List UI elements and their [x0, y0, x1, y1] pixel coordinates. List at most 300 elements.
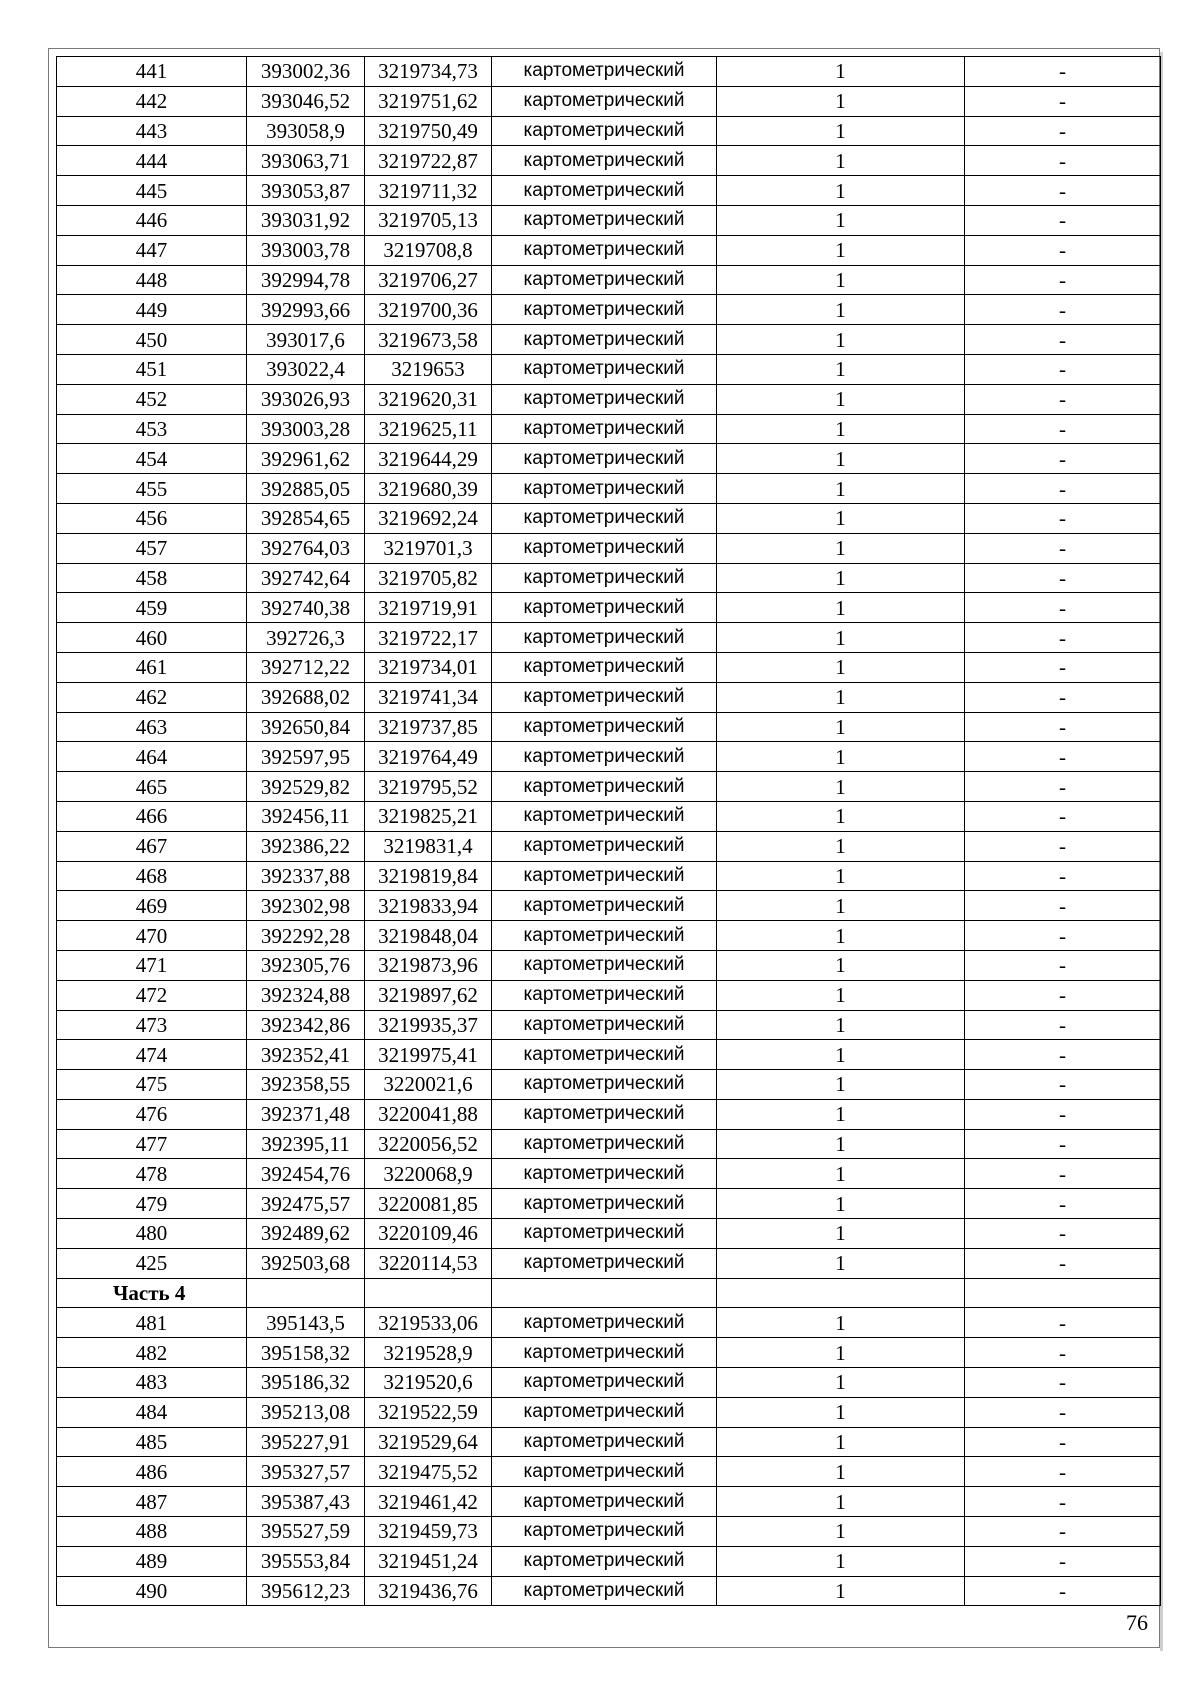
- table-row: [57, 1517, 1161, 1547]
- point-number-cell: 485: [57, 1427, 247, 1457]
- table-row: [57, 176, 1161, 206]
- point-number-cell: 463: [57, 712, 247, 742]
- y-coordinate-cell: 3219522,59: [365, 1397, 492, 1427]
- x-coordinate-cell: 392854,65: [247, 503, 365, 533]
- point-number-cell: 466: [57, 801, 247, 831]
- x-coordinate-cell: 392712,22: [247, 652, 365, 682]
- method-cell: картометрический: [492, 1457, 717, 1487]
- x-coordinate-cell: 392994,78: [247, 265, 365, 295]
- point-number-cell: 477: [57, 1129, 247, 1159]
- x-coordinate-cell: 392342,86: [247, 1010, 365, 1040]
- point-number-cell: 471: [57, 950, 247, 980]
- point-number-cell: 481: [57, 1308, 247, 1338]
- y-coordinate-cell: 3219706,27: [365, 265, 492, 295]
- x-coordinate-cell: 392885,05: [247, 474, 365, 504]
- y-coordinate-cell: 3220021,6: [365, 1070, 492, 1100]
- point-number-cell: 460: [57, 623, 247, 653]
- description-cell: -: [965, 1368, 1161, 1398]
- x-coordinate-cell: 392597,95: [247, 742, 365, 772]
- point-number-cell: 475: [57, 1070, 247, 1100]
- accuracy-cell: 1: [717, 295, 965, 325]
- table-row: [57, 1427, 1161, 1457]
- x-coordinate-cell: 393058,9: [247, 116, 365, 146]
- y-coordinate-cell: 3219897,62: [365, 980, 492, 1010]
- method-cell: картометрический: [492, 503, 717, 533]
- accuracy-cell: 1: [717, 831, 965, 861]
- y-coordinate-cell: 3219673,58: [365, 325, 492, 355]
- y-coordinate-cell: 3219653: [365, 354, 492, 384]
- y-coordinate-cell: 3219722,87: [365, 146, 492, 176]
- x-coordinate-cell: 395327,57: [247, 1457, 365, 1487]
- description-cell: -: [965, 205, 1161, 235]
- method-cell: картометрический: [492, 57, 717, 87]
- description-cell: -: [965, 861, 1161, 891]
- x-coordinate-cell: 395612,23: [247, 1576, 365, 1606]
- table-row: [57, 1040, 1161, 1070]
- table-row: [57, 1338, 1161, 1368]
- point-number-cell: 458: [57, 563, 247, 593]
- description-cell: -: [965, 593, 1161, 623]
- description-cell: -: [965, 772, 1161, 802]
- x-coordinate-cell: 392302,98: [247, 891, 365, 921]
- point-number-cell: 479: [57, 1189, 247, 1219]
- accuracy-cell: 1: [717, 1368, 965, 1398]
- description-cell: -: [965, 682, 1161, 712]
- method-cell: картометрический: [492, 265, 717, 295]
- description-cell: -: [965, 414, 1161, 444]
- accuracy-cell: 1: [717, 652, 965, 682]
- point-number-cell: 455: [57, 474, 247, 504]
- x-coordinate-cell: 392688,02: [247, 682, 365, 712]
- point-number-cell: 454: [57, 444, 247, 474]
- method-cell: картометрический: [492, 176, 717, 206]
- accuracy-cell: 1: [717, 1397, 965, 1427]
- table-row: [57, 1576, 1161, 1606]
- method-cell: картометрический: [492, 772, 717, 802]
- description-cell: -: [965, 384, 1161, 414]
- point-number-cell: 444: [57, 146, 247, 176]
- description-cell: -: [965, 1189, 1161, 1219]
- table-row: [57, 57, 1161, 87]
- method-cell: картометрический: [492, 1129, 717, 1159]
- point-number-cell: 484: [57, 1397, 247, 1427]
- y-coordinate-cell: 3219873,96: [365, 950, 492, 980]
- accuracy-cell: 1: [717, 593, 965, 623]
- point-number-cell: 449: [57, 295, 247, 325]
- y-coordinate-cell: 3219935,37: [365, 1010, 492, 1040]
- description-cell: -: [965, 1546, 1161, 1576]
- method-cell: картометрический: [492, 1159, 717, 1189]
- x-coordinate-cell: 392764,03: [247, 533, 365, 563]
- method-cell: картометрический: [492, 235, 717, 265]
- x-coordinate-cell: 392305,76: [247, 950, 365, 980]
- method-cell: картометрический: [492, 1189, 717, 1219]
- y-coordinate-cell: 3219436,76: [365, 1576, 492, 1606]
- description-cell: -: [965, 1040, 1161, 1070]
- description-cell: -: [965, 295, 1161, 325]
- table-row: [57, 772, 1161, 802]
- description-cell: -: [965, 1457, 1161, 1487]
- point-number-cell: 441: [57, 57, 247, 87]
- method-cell: картометрический: [492, 116, 717, 146]
- point-number-cell: 476: [57, 1099, 247, 1129]
- accuracy-cell: 1: [717, 146, 965, 176]
- point-number-cell: 487: [57, 1487, 247, 1517]
- description-cell: -: [965, 325, 1161, 355]
- method-cell: картометрический: [492, 1546, 717, 1576]
- table-row: [57, 801, 1161, 831]
- coordinates-table: [56, 56, 1161, 1606]
- point-number-cell: 483: [57, 1368, 247, 1398]
- table-row: [57, 891, 1161, 921]
- table-row: [57, 325, 1161, 355]
- accuracy-cell: 1: [717, 742, 965, 772]
- table-row: [57, 652, 1161, 682]
- method-cell: картометрический: [492, 652, 717, 682]
- y-coordinate-cell: 3219625,11: [365, 414, 492, 444]
- y-coordinate-cell: 3220109,46: [365, 1219, 492, 1249]
- x-coordinate-cell: 393017,6: [247, 325, 365, 355]
- description-cell: -: [965, 503, 1161, 533]
- table-row: [57, 1457, 1161, 1487]
- method-cell: картометрический: [492, 533, 717, 563]
- point-number-cell: 448: [57, 265, 247, 295]
- table-row: [57, 1308, 1161, 1338]
- table-row: [57, 414, 1161, 444]
- method-cell: картометрический: [492, 384, 717, 414]
- accuracy-cell: 1: [717, 1040, 965, 1070]
- point-number-cell: 465: [57, 772, 247, 802]
- accuracy-cell: 1: [717, 176, 965, 206]
- accuracy-cell: 1: [717, 1219, 965, 1249]
- method-cell: картометрический: [492, 682, 717, 712]
- table-row: [57, 503, 1161, 533]
- method-cell: картометрический: [492, 1219, 717, 1249]
- y-coordinate-cell: 3220041,88: [365, 1099, 492, 1129]
- accuracy-cell: 1: [717, 354, 965, 384]
- table-row: [57, 1129, 1161, 1159]
- accuracy-cell: 1: [717, 503, 965, 533]
- accuracy-cell: 1: [717, 1010, 965, 1040]
- table-row: [57, 1099, 1161, 1129]
- table-row: [57, 235, 1161, 265]
- point-number-cell: 425: [57, 1248, 247, 1278]
- y-coordinate-cell: 3219711,32: [365, 176, 492, 206]
- method-cell: картометрический: [492, 921, 717, 951]
- x-coordinate-cell: 392386,22: [247, 831, 365, 861]
- method-cell: картометрический: [492, 1099, 717, 1129]
- description-cell: -: [965, 1308, 1161, 1338]
- table-row: [57, 1248, 1161, 1278]
- description-cell: -: [965, 474, 1161, 504]
- page-number: 76: [1126, 1610, 1148, 1635]
- y-coordinate-cell: 3219692,24: [365, 503, 492, 533]
- description-cell: -: [965, 801, 1161, 831]
- description-cell: -: [965, 1010, 1161, 1040]
- description-cell: -: [965, 1397, 1161, 1427]
- x-coordinate-cell: 392395,11: [247, 1129, 365, 1159]
- accuracy-cell: 1: [717, 1487, 965, 1517]
- y-coordinate-cell: 3219737,85: [365, 712, 492, 742]
- description-cell: -: [965, 1517, 1161, 1547]
- point-number-cell: 470: [57, 921, 247, 951]
- method-cell: картометрический: [492, 1397, 717, 1427]
- point-number-cell: 467: [57, 831, 247, 861]
- table-row: [57, 295, 1161, 325]
- y-coordinate-cell: 3219461,42: [365, 1487, 492, 1517]
- description-cell: -: [965, 116, 1161, 146]
- table-row: [57, 1219, 1161, 1249]
- method-cell: картометрический: [492, 1338, 717, 1368]
- accuracy-cell: 1: [717, 1189, 965, 1219]
- accuracy-cell: 1: [717, 801, 965, 831]
- x-coordinate-cell: 392726,3: [247, 623, 365, 653]
- accuracy-cell: 1: [717, 772, 965, 802]
- method-cell: картометрический: [492, 712, 717, 742]
- y-coordinate-cell: 3219764,49: [365, 742, 492, 772]
- point-number-cell: 445: [57, 176, 247, 206]
- table-row: [57, 1397, 1161, 1427]
- x-coordinate-cell: 393063,71: [247, 146, 365, 176]
- table-row: [57, 444, 1161, 474]
- x-coordinate-cell: 395387,43: [247, 1487, 365, 1517]
- method-cell: картометрический: [492, 742, 717, 772]
- empty-cell: [965, 1278, 1161, 1308]
- table-row: [57, 265, 1161, 295]
- point-number-cell: 447: [57, 235, 247, 265]
- accuracy-cell: 1: [717, 1308, 965, 1338]
- empty-cell: [717, 1278, 965, 1308]
- point-number-cell: 446: [57, 205, 247, 235]
- table-row: [57, 86, 1161, 116]
- description-cell: -: [965, 1427, 1161, 1457]
- table-row: [57, 980, 1161, 1010]
- y-coordinate-cell: 3219620,31: [365, 384, 492, 414]
- accuracy-cell: 1: [717, 205, 965, 235]
- table-row: [57, 474, 1161, 504]
- description-cell: -: [965, 444, 1161, 474]
- x-coordinate-cell: 395227,91: [247, 1427, 365, 1457]
- x-coordinate-cell: 392292,28: [247, 921, 365, 951]
- table-row: [57, 623, 1161, 653]
- table-row: [57, 593, 1161, 623]
- point-number-cell: 469: [57, 891, 247, 921]
- accuracy-cell: 1: [717, 57, 965, 87]
- table-row: [57, 1159, 1161, 1189]
- method-cell: картометрический: [492, 950, 717, 980]
- x-coordinate-cell: 393031,92: [247, 205, 365, 235]
- method-cell: картометрический: [492, 1517, 717, 1547]
- y-coordinate-cell: 3219719,91: [365, 593, 492, 623]
- accuracy-cell: 1: [717, 235, 965, 265]
- method-cell: картометрический: [492, 623, 717, 653]
- x-coordinate-cell: 392352,41: [247, 1040, 365, 1070]
- description-cell: -: [965, 831, 1161, 861]
- y-coordinate-cell: 3220056,52: [365, 1129, 492, 1159]
- point-number-cell: 489: [57, 1546, 247, 1576]
- point-number-cell: 461: [57, 652, 247, 682]
- x-coordinate-cell: 392961,62: [247, 444, 365, 474]
- accuracy-cell: 1: [717, 414, 965, 444]
- point-number-cell: 442: [57, 86, 247, 116]
- table-row: [57, 384, 1161, 414]
- y-coordinate-cell: 3219741,34: [365, 682, 492, 712]
- method-cell: картометрический: [492, 593, 717, 623]
- description-cell: -: [965, 265, 1161, 295]
- x-coordinate-cell: 395213,08: [247, 1397, 365, 1427]
- y-coordinate-cell: 3220081,85: [365, 1189, 492, 1219]
- point-number-cell: 453: [57, 414, 247, 444]
- description-cell: -: [965, 980, 1161, 1010]
- point-number-cell: 443: [57, 116, 247, 146]
- x-coordinate-cell: 392337,88: [247, 861, 365, 891]
- method-cell: картометрический: [492, 980, 717, 1010]
- description-cell: -: [965, 1099, 1161, 1129]
- y-coordinate-cell: 3220114,53: [365, 1248, 492, 1278]
- x-coordinate-cell: 393046,52: [247, 86, 365, 116]
- table-row: [57, 354, 1161, 384]
- y-coordinate-cell: 3219734,01: [365, 652, 492, 682]
- y-coordinate-cell: 3219795,52: [365, 772, 492, 802]
- accuracy-cell: 1: [717, 533, 965, 563]
- accuracy-cell: 1: [717, 1099, 965, 1129]
- accuracy-cell: 1: [717, 1248, 965, 1278]
- y-coordinate-cell: 3219520,6: [365, 1368, 492, 1398]
- method-cell: картометрический: [492, 801, 717, 831]
- description-cell: -: [965, 176, 1161, 206]
- y-coordinate-cell: 3219708,8: [365, 235, 492, 265]
- x-coordinate-cell: 393026,93: [247, 384, 365, 414]
- y-coordinate-cell: 3219533,06: [365, 1308, 492, 1338]
- point-number-cell: 473: [57, 1010, 247, 1040]
- table-row: [57, 950, 1161, 980]
- coordinates-table-body: [57, 57, 1161, 1606]
- accuracy-cell: 1: [717, 921, 965, 951]
- table-row: [57, 1010, 1161, 1040]
- description-cell: -: [965, 1487, 1161, 1517]
- y-coordinate-cell: 3219831,4: [365, 831, 492, 861]
- y-coordinate-cell: 3219700,36: [365, 295, 492, 325]
- method-cell: картометрический: [492, 1070, 717, 1100]
- y-coordinate-cell: 3219705,13: [365, 205, 492, 235]
- accuracy-cell: 1: [717, 1427, 965, 1457]
- accuracy-cell: 1: [717, 444, 965, 474]
- point-number-cell: 488: [57, 1517, 247, 1547]
- method-cell: картометрический: [492, 354, 717, 384]
- table-row: [57, 1487, 1161, 1517]
- point-number-cell: 474: [57, 1040, 247, 1070]
- description-cell: -: [965, 563, 1161, 593]
- description-cell: -: [965, 1219, 1161, 1249]
- accuracy-cell: 1: [717, 861, 965, 891]
- x-coordinate-cell: 392740,38: [247, 593, 365, 623]
- description-cell: -: [965, 146, 1161, 176]
- y-coordinate-cell: 3219833,94: [365, 891, 492, 921]
- method-cell: картометрический: [492, 891, 717, 921]
- method-cell: картометрический: [492, 1487, 717, 1517]
- table-row: [57, 146, 1161, 176]
- x-coordinate-cell: 392650,84: [247, 712, 365, 742]
- x-coordinate-cell: 392742,64: [247, 563, 365, 593]
- table-row: [57, 1070, 1161, 1100]
- y-coordinate-cell: 3219528,9: [365, 1338, 492, 1368]
- y-coordinate-cell: 3219451,24: [365, 1546, 492, 1576]
- table-row: [57, 712, 1161, 742]
- method-cell: картометрический: [492, 205, 717, 235]
- y-coordinate-cell: 3219975,41: [365, 1040, 492, 1070]
- part-header-row: [57, 1278, 1161, 1308]
- description-cell: -: [965, 891, 1161, 921]
- y-coordinate-cell: 3219722,17: [365, 623, 492, 653]
- point-number-cell: 480: [57, 1219, 247, 1249]
- point-number-cell: 452: [57, 384, 247, 414]
- x-coordinate-cell: 395186,32: [247, 1368, 365, 1398]
- accuracy-cell: 1: [717, 474, 965, 504]
- y-coordinate-cell: 3219750,49: [365, 116, 492, 146]
- accuracy-cell: 1: [717, 1546, 965, 1576]
- accuracy-cell: 1: [717, 1159, 965, 1189]
- method-cell: картометрический: [492, 474, 717, 504]
- point-number-cell: 459: [57, 593, 247, 623]
- x-coordinate-cell: 392454,76: [247, 1159, 365, 1189]
- accuracy-cell: 1: [717, 682, 965, 712]
- x-coordinate-cell: 392503,68: [247, 1248, 365, 1278]
- y-coordinate-cell: 3219701,3: [365, 533, 492, 563]
- point-number-cell: 490: [57, 1576, 247, 1606]
- point-number-cell: 468: [57, 861, 247, 891]
- point-number-cell: 457: [57, 533, 247, 563]
- x-coordinate-cell: 395553,84: [247, 1546, 365, 1576]
- description-cell: -: [965, 742, 1161, 772]
- table-row: [57, 1546, 1161, 1576]
- table-row: [57, 116, 1161, 146]
- x-coordinate-cell: 393003,28: [247, 414, 365, 444]
- description-cell: -: [965, 1576, 1161, 1606]
- method-cell: картометрический: [492, 86, 717, 116]
- y-coordinate-cell: 3219644,29: [365, 444, 492, 474]
- description-cell: -: [965, 1248, 1161, 1278]
- empty-cell: [247, 1278, 365, 1308]
- accuracy-cell: 1: [717, 891, 965, 921]
- description-cell: -: [965, 712, 1161, 742]
- accuracy-cell: 1: [717, 1457, 965, 1487]
- x-coordinate-cell: 395158,32: [247, 1338, 365, 1368]
- description-cell: -: [965, 652, 1161, 682]
- x-coordinate-cell: 393053,87: [247, 176, 365, 206]
- accuracy-cell: 1: [717, 265, 965, 295]
- description-cell: -: [965, 950, 1161, 980]
- description-cell: -: [965, 921, 1161, 951]
- y-coordinate-cell: 3219819,84: [365, 861, 492, 891]
- point-number-cell: 450: [57, 325, 247, 355]
- table-row: [57, 533, 1161, 563]
- accuracy-cell: 1: [717, 950, 965, 980]
- description-cell: -: [965, 1129, 1161, 1159]
- x-coordinate-cell: 393003,78: [247, 235, 365, 265]
- table-row: [57, 1368, 1161, 1398]
- method-cell: картометрический: [492, 1248, 717, 1278]
- point-number-cell: 451: [57, 354, 247, 384]
- y-coordinate-cell: 3219680,39: [365, 474, 492, 504]
- table-row: [57, 563, 1161, 593]
- accuracy-cell: 1: [717, 116, 965, 146]
- accuracy-cell: 1: [717, 623, 965, 653]
- method-cell: картометрический: [492, 861, 717, 891]
- method-cell: картометрический: [492, 414, 717, 444]
- description-cell: -: [965, 533, 1161, 563]
- description-cell: -: [965, 1070, 1161, 1100]
- point-number-cell: 486: [57, 1457, 247, 1487]
